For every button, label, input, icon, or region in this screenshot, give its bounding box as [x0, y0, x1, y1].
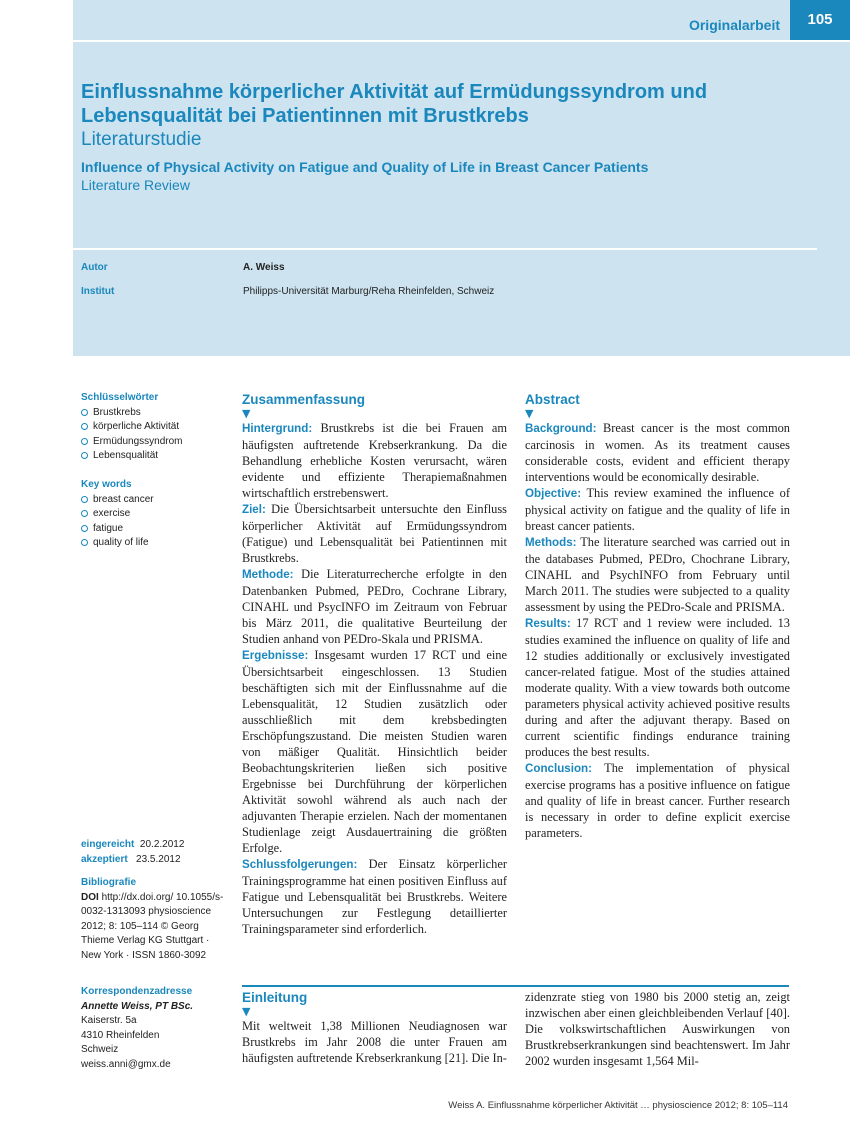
bibliography-label: Bibliografie: [81, 877, 137, 888]
paragraph-label: Hintergrund:: [242, 422, 313, 435]
author-label: Autor: [81, 262, 108, 273]
keyword-item: exercise: [81, 507, 231, 522]
subtitle-german: Literaturstudie: [81, 129, 202, 150]
paragraph-label: Conclusion:: [525, 762, 592, 775]
received-date: 20.2.2012: [139, 839, 185, 850]
abstract-paragraph: [525, 534, 790, 615]
paragraph-text: Brustkrebs ist die bei Frauen am häufigsten auftretende Krebserkrankung. Da die Behandlung erhebliche Kosten verursacht, wären evidente und effiziente Therapiemaßnahmen wirtschaftlich erstrebenswert.: [242, 421, 507, 500]
abstract-paragraph: [242, 566, 507, 647]
bibliography-text: http://dx.doi.org/ 10.1055/s-0032-1313093 physioscience 2012; 8: 105–114 © Georg Thieme Verlag KG Stuttgart · New York · ISSN 1860-3092: [81, 891, 224, 961]
title-english: Influence of Physical Activity on Fatigue and Quality of Life in Breast Cancer Patients: [81, 159, 649, 175]
address-line: 4310 Rheinfelden: [81, 1029, 160, 1041]
address-line: Kaiserstr. 5a: [81, 1015, 137, 1026]
abstract-paragraph: [525, 485, 790, 534]
subtitle-english: Literature Review: [81, 177, 190, 193]
received-label: eingereicht: [81, 839, 135, 850]
correspondence-block: [81, 985, 231, 1072]
abstract-heading: Abstract: [525, 392, 580, 407]
paragraph-label: Results:: [525, 617, 571, 630]
correspondence-label: Korrespondenzadresse: [81, 986, 193, 997]
paragraph-text: The literature searched was carried out in the databases Pubmed, PEDro, Chochrane Library, CINAHL and PsychINFO from February until March 2011. The studies were subjected to a quality assessment by using the PEDro-Scale and PRISMA.: [525, 535, 790, 614]
footer-citation: Weiss A. Einflussnahme körperlicher Aktivität … physioscience 2012; 8: 105–114: [448, 1100, 788, 1111]
paragraph-label: Background:: [525, 422, 597, 435]
paragraph-label: Objective:: [525, 487, 582, 500]
keyword-item: körperliche Aktivität: [81, 420, 231, 435]
keyword-item: Brustkrebs: [81, 406, 231, 421]
correspondence-name: Annette Weiss, PT BSc.: [81, 1000, 194, 1012]
paragraph-label: Ergebnisse:: [242, 649, 309, 662]
paragraph-text: Die Literaturrecherche erfolgte in den Datenbanken Pubmed, PEDro, Cochrane Library, CINAHL und PsycINFO im Zeitraum von Februar bis März 2011, die qualitative Beurteilung der Studien anhand von PEDro-Skala und PRISMA.: [242, 567, 507, 646]
abstract-column: [525, 391, 790, 841]
body-paragraph: Mit weltweit 1,38 Millionen Neudiagnosen war Brustkrebs im Jahr 2008 die unter Frauen am häufigsten auftretende Krebserkrankung [21]. Die In-: [242, 1019, 507, 1065]
dates-block: [81, 838, 231, 867]
abstract-paragraph: [525, 420, 790, 485]
abstract-paragraph: [525, 615, 790, 760]
keywords-de-block: [81, 391, 231, 464]
paragraph-text: This review examined the influence of physical activity on fatigue and the quality of life in breast cancer patients.: [525, 486, 790, 533]
title-german: Einflussnahme körperlicher Aktivität auf Ermüdungssyndrom und Lebensqualität bei Patientinnen mit Brustkrebs: [81, 81, 708, 127]
abstract-paragraph: [242, 856, 507, 937]
accepted-label: akzeptiert: [81, 853, 128, 865]
section-marker-icon: ▼: [242, 1005, 251, 1018]
einleitung-rule: [242, 985, 789, 987]
paragraph-text: Die Übersichtsarbeit untersuchte den Einfluss körperlicher Aktivität auf Ermüdungssyndrom (Fatigue) und Lebensqualität bei Patientinnen mit Brustkrebs.: [242, 502, 507, 565]
abstract-paragraph: [242, 501, 507, 566]
bibliography-block: [81, 876, 229, 963]
abstract-paragraph: [242, 420, 507, 501]
einleitung-right-column: [525, 989, 790, 1069]
doi-label: DOI: [81, 891, 99, 903]
keywords-de-label: Schlüsselwörter: [81, 392, 159, 403]
author-name: A. Weiss: [243, 262, 285, 273]
keyword-item: Lebensqualität: [81, 449, 231, 464]
zusammenfassung-heading: Zusammenfassung: [242, 392, 366, 407]
paragraph-label: Methods:: [525, 536, 577, 549]
zusammenfassung-column: [242, 391, 507, 937]
keyword-item: quality of life: [81, 536, 231, 551]
institute-name: Philipps-Universität Marburg/Reha Rheinfelden, Schweiz: [243, 286, 495, 297]
einleitung-left-column: [242, 989, 507, 1066]
paragraph-text: Der Einsatz körperlicher Trainingsprogramme hat einen positiven Einfluss auf Fatigue und Lebensqualität bei Brustkrebs. Weitere Untersuchungen zur Festlegung detaillierter Trainingsparameter sind erforderlich.: [242, 857, 507, 936]
paragraph-label: Ziel:: [242, 503, 266, 516]
accepted-date: 23.5.2012: [136, 853, 181, 865]
paragraph-text: The implementation of physical exercise programs has a positive influence on fatigue and quality of life in breast cancer. Further research is necessary in order to define explicit exercise parameters.: [525, 761, 790, 840]
title-divider: [73, 248, 817, 250]
abstract-paragraph: [525, 760, 790, 841]
paragraph-label: Schlussfolgerungen:: [242, 858, 358, 871]
page-number: 105: [790, 0, 850, 40]
einleitung-heading: Einleitung: [242, 990, 308, 1005]
email-link[interactable]: weiss.anni@gmx.de: [81, 1058, 171, 1070]
keyword-item: Ermüdungssyndrom: [81, 435, 231, 450]
keywords-en-block: [81, 478, 231, 551]
keyword-item: breast cancer: [81, 493, 231, 508]
paragraph-text: Breast cancer is the most common carcinosis in women. As its treatment causes considerable costs, evident and efficient therapy interventions would be economically desirable.: [525, 421, 790, 484]
abstract-paragraph: [242, 647, 507, 856]
address-line: Schweiz: [81, 1044, 119, 1055]
keywords-en-label: Key words: [81, 479, 132, 490]
institute-label: Institut: [81, 286, 115, 297]
section-label: Originalarbeit: [688, 17, 780, 33]
paragraph-text: 17 RCT and 1 review were included. 13 studies examined the influence on quality of life and 12 studies additionally or exclusively investigated cancer-related fatigue. Most of the studies attained moderate quality. With a view towards both outcome parameters physical activity achieved positive results during and after the adjuvant therapy. Based on current scientific findings endurance training produces the best results.: [525, 616, 790, 759]
paragraph-label: Methode:: [242, 568, 294, 581]
body-paragraph: zidenzrate stieg von 1980 bis 2000 stetig an, zeigt inzwischen aber einen gleichbleibenden Verlauf [40]. Die volkswirtschaftlichen Auswirkungen von Brustkrebserkrankungen sind beachtenswert. Im Jahr 2002 wurden insgesamt 1,564 Mil-: [525, 990, 790, 1068]
keyword-item: fatigue: [81, 522, 231, 537]
paragraph-text: Insgesamt wurden 17 RCT und eine Übersichtsarbeit eingeschlossen. 13 Studien beschäftigten sich mit der Einflussnahme auf die Lebensqualität, 12 Studien zusätzlich oder ausschließlich mit dem krebsbedingten Erschöpfungszustand. Die meisten Studien waren von mäßiger Qualität. Hinsichtlich beider Beobachtungskriterien ließen sich positive Ergebnisse bei Durchführung der körperlichen Aktivität sowohl während als auch nach der adjuvanten Therapie erzielen. Nach der momentanen Studienlage zeigt Ausdauertraining die größten Erfolge.: [242, 648, 507, 855]
section-marker-icon: ▼: [242, 407, 251, 420]
header-divider: [73, 40, 850, 42]
section-marker-icon: ▼: [525, 407, 534, 420]
